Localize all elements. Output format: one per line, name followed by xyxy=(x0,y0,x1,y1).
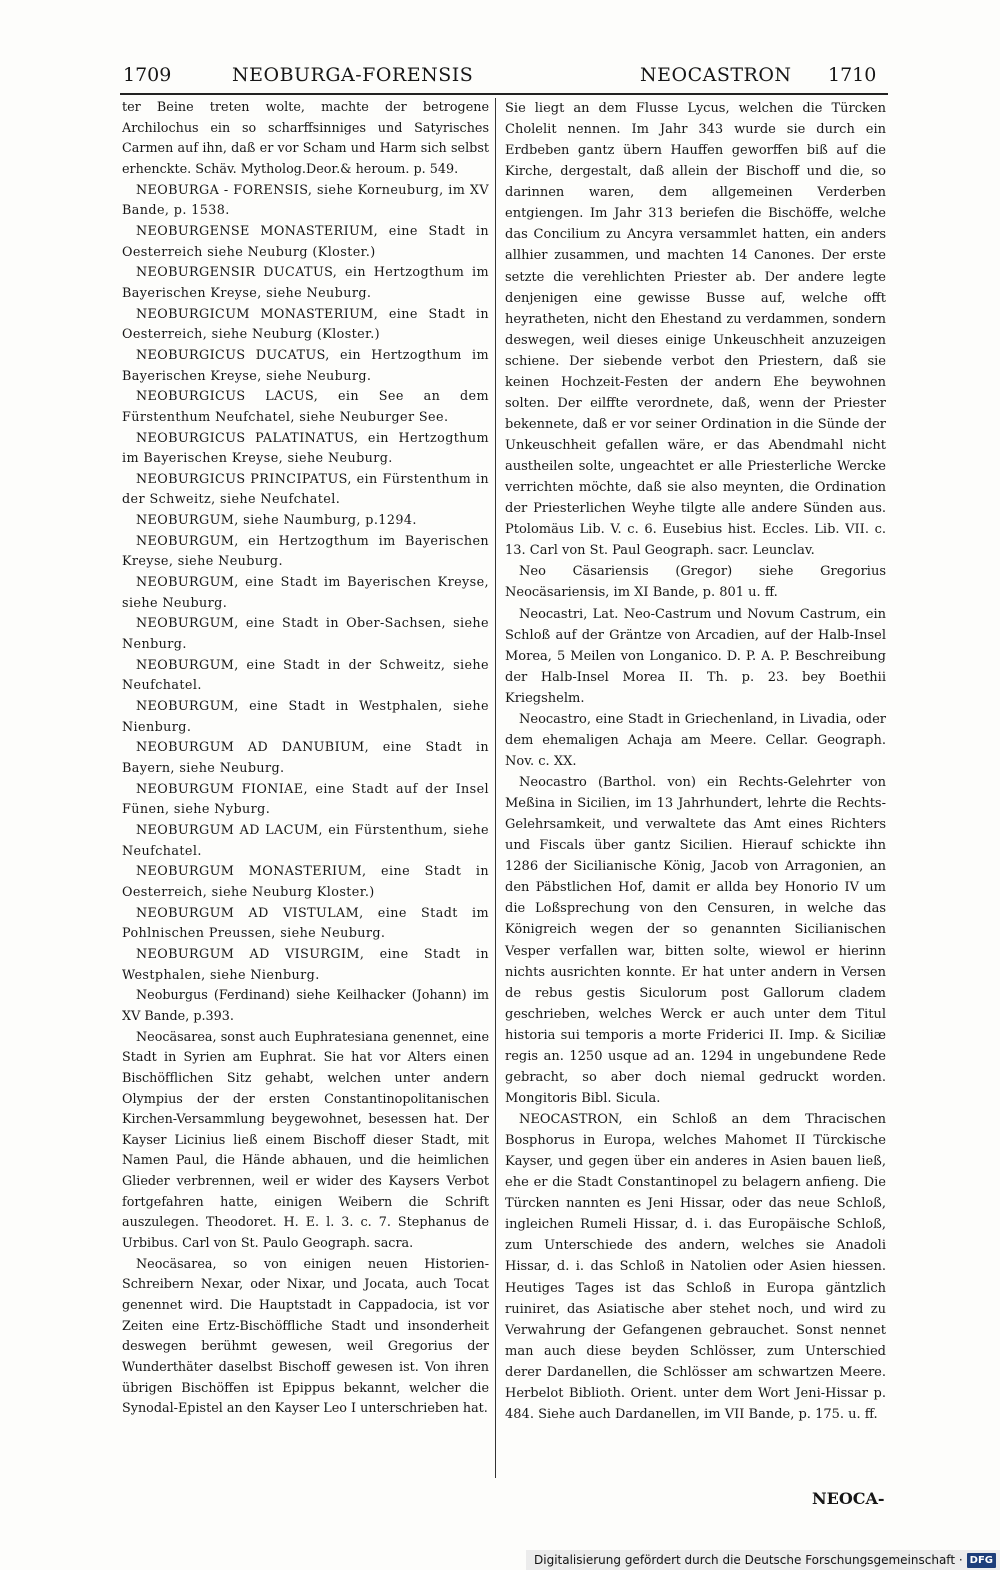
running-head-right: NEOCASTRON xyxy=(640,64,792,86)
digitization-footer xyxy=(526,1550,1000,1570)
entry-paragraph: Neocäsarea, sonst auch Euphratesiana genennet, eine Stadt in Syrien am Euphrat. Sie hat vor Alters einen Bischöfflichen Sitz gehabt, welchen unter andern Olympius der der ersten Constantinopolitanischen Kirchen-Versammlung beygewohnet, besessen hat. Der Kayser Licinius ließ einem Bischoff dieser Stadt, mit Namen Paul, die Hände abhauen, und die heimlichen Glieder verbrennen, weil er wider des Kaysers Verbot fortgefahren hatte, einigen Weibern die Schrift auszulegen. Theodoret. H. E. l. 3. c. 7. Stephanus de Urbibus. Carl von St. Paulo Geograph. sacra. xyxy=(122,1029,489,1252)
entry-paragraph: Sie liegt an dem Flusse Lycus, welchen die Türcken Cholelit nennen. Im Jahr 343 wurde sie durch ein Erdbeben gantz übern Hauffen geworffen biß auf die Kirche, dergestalt, daß allein der Bischoff und die, so darinnen waren, dem allgemeinen Verderben entgiengen. Im Jahr 313 beriefen die Bischöffe, welche das Concilium zu Ancyra versammlet hatten, ein anders allhier zusammen, und machten 14 Canones. Der erste setzte die verehlichten Priester ab. Der andere legte denjenigen eine gewisse Busse auf, welche offt heyratheten, nicht den Ehestand zu verdammen, sondern deswegen, weil dieses einige Unkeuschheit anzuzeigen schiene. Der siebende verbot den Priestern, daß sie keinen Hochzeit-Festen der andern Ehe beywohnen solten. Der eilffte verordnete, daß, wenn der Priester bekennete, daß er vor seiner Ordination in die Sünde der Unkeuschheit gefallen wäre, er das Abendmahl nicht austheilen solte, ungeachtet er alle Priesterliche Wercke verrichten möchte, daß sie also meynten, die Ordination der Priesterlichen Weyhe tilgte alle andere Sünden aus. Ptolomäus Lib. V. c. 6. Eusebius hist. Eccles. Lib. VII. c. 13. Carl von St. Paul Geograph. sacr. Leunclav. xyxy=(505,101,886,559)
entry-paragraph: NEOBURGICUS LACUS, ein See an dem Fürstenthum Neufchatel, siehe Neuburger See. xyxy=(122,389,489,425)
entry-paragraph: Neocastri, Lat. Neo-Castrum und Novum Castrum, ein Schloß auf der Gräntze von Arcadien, auf der Halb-Insel Morea, 5 Meilen von Longanico. D. P. A. P. Beschreibung der Halb-Insel Morea II. Th. p. 23. bey Boethii Kriegshelm. xyxy=(505,606,886,706)
entry-paragraph: NEOBURGICUM MONASTERIUM, eine Stadt in Oesterreich, siehe Neuburg (Kloster.) xyxy=(122,306,489,343)
entry-paragraph: NEOBURGUM AD LACUM, ein Fürstenthum, siehe Neufchatel. xyxy=(122,822,489,859)
entry-paragraph: Neoburgus (Ferdinand) siehe Keilhacker (Johann) im XV Bande, p.393. xyxy=(122,988,489,1024)
entry-paragraph: NEOBURGUM AD VISTULAM, eine Stadt im Pohlnischen Preussen, siehe Neuburg. xyxy=(122,905,489,942)
left-column xyxy=(122,98,489,1420)
page-number-left: 1709 xyxy=(123,64,172,86)
entry-paragraph: NEOBURGUM AD VISURGIM, eine Stadt in Westphalen, siehe Nienburg. xyxy=(122,946,489,983)
page-number-right: 1710 xyxy=(828,64,877,86)
entry-paragraph: Neo Cäsariensis (Gregor) siehe Gregorius Neocäsariensis, im XI Bande, p. 801 u. ff. xyxy=(505,564,886,601)
entry-paragraph: Neocastro, eine Stadt in Griechenland, in Livadia, oder dem ehemaligen Achaja am Meere. Cellar. Geograph. Nov. c. XX. xyxy=(505,711,886,769)
column-rule xyxy=(495,98,496,1478)
entry-paragraph: Neocastro (Barthol. von) ein Rechts-Gelehrter von Meßina in Sicilien, im 13 Jahrhundert, lehrte die Rechts-Gelehrsamkeit, und verwaltete das Amt eines Richters und Fiscals über gantz Sicilien. Hierauf schickte ihn 1286 der Sicilianische König, Jacob von Arragonien, an den Päbstlichen Hof, damit er allda bey Honorio IV um die Loßsprechung von den Censuren, in welche das Königreich wegen der so genannten Sicilianischen Vesper verfallen war, bitten solte, wiewol er hierinn nichts ausrichten konnte. Er hat unter andern in Versen de rebus gestis Siculorum post Gallorum cladem geschrieben, welches Werck er auch unter dem Titul historia sui temporis a morte Friderici II. Imp. & Siciliæ regis an. 1250 usque ad an. 1294 in ungebundene Rede gebracht, so aber doch niemal gedruckt worden. Mongitoris Bibl. Sicula. xyxy=(505,775,886,1106)
entry-paragraph: NEOBURGUM, siehe Naumburg, p.1294. xyxy=(136,513,417,529)
entry-paragraph: NEOBURGUM, eine Stadt in der Schweitz, siehe Neufchatel. xyxy=(122,657,489,694)
running-head-left: NEOBURGA-FORENSIS xyxy=(232,64,474,86)
footer-text: Digitalisierung gefördert durch die Deutsche Forschungsgemeinschaft · xyxy=(534,1553,963,1567)
entry-paragraph: NEOCASTRON, ein Schloß an dem Thracischen Bosphorus in Europa, welches Mahomet II Türckische Kayser, und gegen über ein anderes in Asien bauen ließ, ehe er die Stadt Constantinopel zu belagern anfieng. Die Türcken nannten es Jeni Hissar, oder das neue Schloß, ingleichen Rumeli Hissar, d. i. das Europäische Schloß, zum Unterschiede des andern, welches sie Anadoli Hissar, d. i. das Schloß in Natolien oder Asien hiessen. Heutiges Tages ist das Schloß in Europa gäntzlich ruiniret, das Asiatische aber stehet noch, und wird zu Verwahrung der Gefangenen gebrauchet. Sonst nennet man auch diese beyden Schlösser, zum Unterschied derer Dardanellen, die Schlösser am schwartzen Meere. Herbelot Biblioth. Orient. unter dem Wort Jeni-Hissar p. 484. Siehe auch Dardanellen, im VII Bande, p. 175. u. ff. xyxy=(505,1112,886,1422)
entry-paragraph: NEOBURGENSIR DUCATUS, ein Hertzogthum im Bayerischen Kreyse, siehe Neuburg. xyxy=(122,265,489,301)
entry-paragraph: NEOBURGUM MONASTERIUM, eine Stadt in Oesterreich, siehe Neuburg Kloster.) xyxy=(122,864,489,900)
header-rule xyxy=(120,93,888,95)
right-column xyxy=(505,98,886,1425)
dfg-logo: DFG xyxy=(967,1553,996,1568)
entry-paragraph: NEOBURGICUS PALATINATUS, ein Hertzogthum im Bayerischen Kreyse, siehe Neuburg. xyxy=(122,430,489,467)
entry-paragraph: NEOBURGUM AD DANUBIUM, eine Stadt in Bayern, siehe Neuburg. xyxy=(122,740,489,776)
entry-paragraph: NEOBURGA - FORENSIS, siehe Korneuburg, im XV Bande, p. 1538. xyxy=(122,182,489,219)
entry-paragraph: NEOBURGUM, ein Hertzogthum im Bayerischen Kreyse, siehe Neuburg. xyxy=(122,533,489,570)
entry-paragraph: NEOBURGUM FIONIAE, eine Stadt auf der Insel Fünen, siehe Nyburg. xyxy=(122,781,489,818)
entry-paragraph: NEOBURGUM, eine Stadt im Bayerischen Kreyse, siehe Neuburg. xyxy=(122,575,489,611)
entry-paragraph: Neocäsarea, so von einigen neuen Historien-Schreibern Nexar, oder Nixar, und Jocata, auch Tocat genennet wird. Die Hauptstadt in Cappadocia, ist vor Zeiten eine Ertz-Bischöffliche Stadt und insonderheit deswegen berühmt gewesen, weil Gregorius der Wunderthäter daselbst Bischoff gewesen ist. Von ihren übrigen Bischöffen ist Epippus bekannt, welcher die Synodal-Epistel an den Kayser Leo I unterschrieben hat. xyxy=(122,1256,489,1417)
entry-paragraph: NEOBURGUM, eine Stadt in Ober-Sachsen, siehe Nenburg. xyxy=(122,616,489,653)
entry-paragraph: ter Beine treten wolte, machte der betrogene Archilochus ein so scharffsinniges und Satyrisches Carmen auf ihn, daß er vor Scham und Harm sich selbst erhenckte. Schäv. Mytholog.Deor.& heroum. p. 549. xyxy=(122,100,489,177)
catchword: NEOCA- xyxy=(812,1489,885,1508)
entry-paragraph: NEOBURGICUS DUCATUS, ein Hertzogthum im Bayerischen Kreyse, siehe Neuburg. xyxy=(122,347,489,384)
entry-paragraph: NEOBURGUM, eine Stadt in Westphalen, siehe Nienburg. xyxy=(122,699,489,735)
entry-paragraph: NEOBURGICUS PRINCIPATUS, ein Fürstenthum in der Schweitz, siehe Neufchatel. xyxy=(122,471,489,508)
entry-paragraph: NEOBURGENSE MONASTERIUM, eine Stadt in Oesterreich siehe Neuburg (Kloster.) xyxy=(122,223,489,260)
